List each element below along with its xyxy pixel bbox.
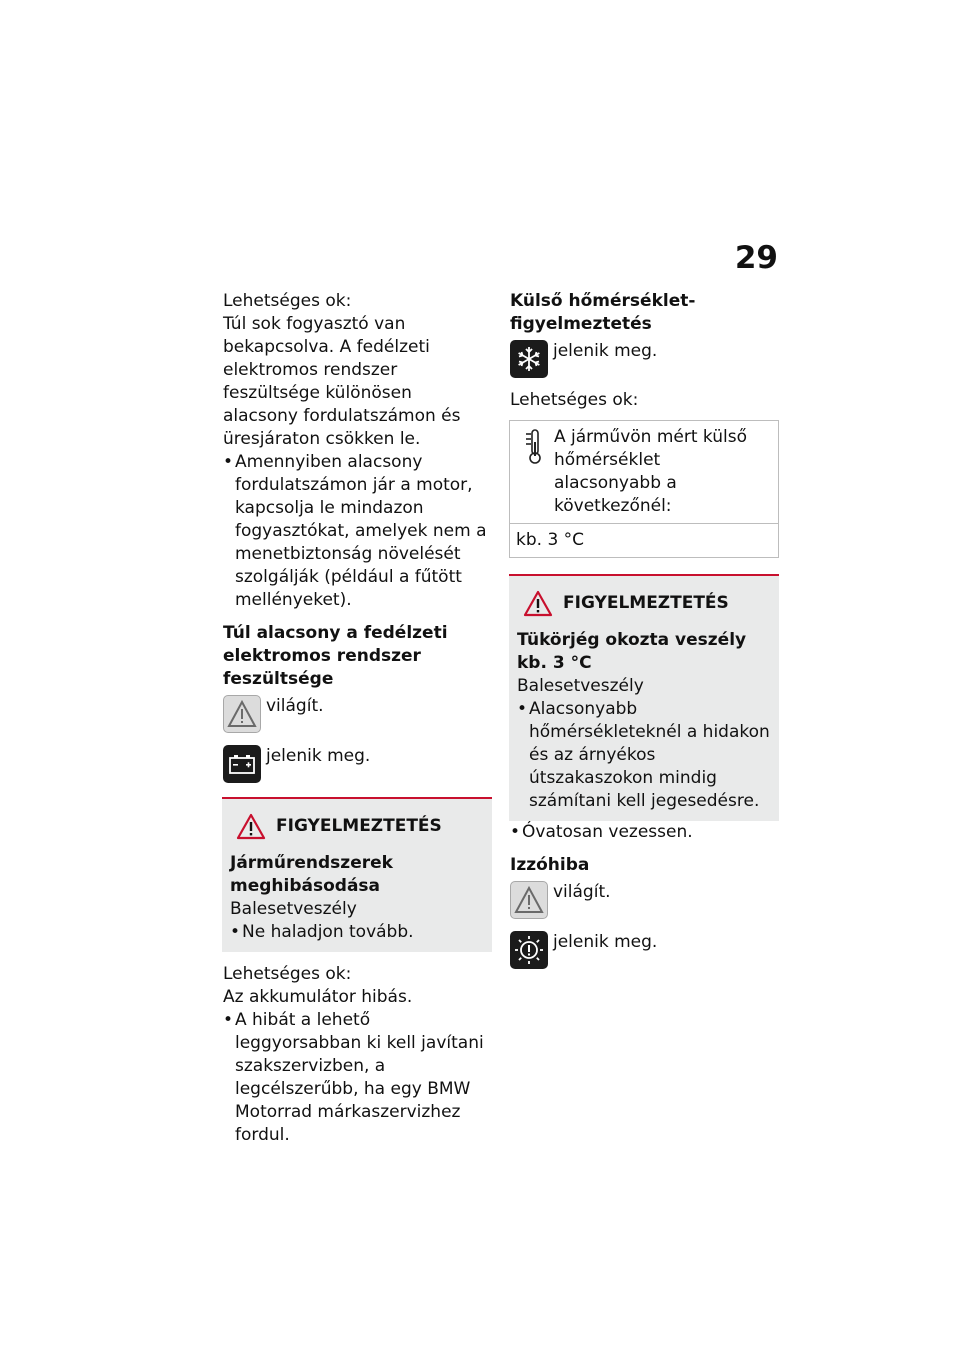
list-item: • Ne haladjon tovább.: [230, 921, 484, 944]
cause-text: Túl sok fogyasztó van bekapcsolva. A fedélzeti elektromos rendszer feszültsége különösen alacsony fordulatszámon és üresjáraton csökken le.: [223, 314, 461, 449]
warning-title: [230, 813, 484, 840]
drive-bullets: [510, 821, 778, 844]
left-column: [223, 290, 491, 1147]
appears-row: [510, 340, 778, 378]
warning-heading: Járműrendszerek meghibásodása: [230, 853, 393, 896]
warning-title-text: FIGYELMEZTETÉS: [276, 816, 442, 836]
table-row: [510, 421, 778, 523]
section-heading: Külső hőmérséklet-figyelmeztetés: [510, 291, 696, 334]
info-table: [509, 420, 779, 558]
appears-text: jelenik meg.: [553, 341, 658, 361]
appears-text: jelenik meg.: [553, 932, 658, 952]
table-text: A járművön mért külső hőmérséklet alacsonyabb a következőnél:: [554, 427, 747, 516]
cause-label: Lehetséges ok:: [510, 390, 639, 410]
bulb-failure-icon: [510, 931, 548, 969]
cause-bullets: [223, 1009, 491, 1147]
warning-title-text: FIGYELMEZTETÉS: [563, 593, 729, 613]
cause-label: Lehetséges ok:: [223, 291, 352, 311]
section-heading: Izzóhiba: [510, 855, 590, 875]
list-item: • Óvatosan vezessen.: [510, 821, 778, 844]
thermometer-icon: [516, 426, 554, 470]
snowflake-icon: [510, 340, 548, 378]
warning-triangle-icon: [510, 881, 548, 919]
warning-box: [222, 797, 492, 952]
table-value: kb. 3 °C: [516, 530, 585, 550]
list-item: • Amennyiben alacsony fordulatszámon jár a motor, kapcsolja le mindazon fogyasztókat, amelyek nem a menetbiztonság növelését szolgálják (például a fűtött mellényeket).: [223, 451, 491, 612]
battery-icon: [223, 745, 261, 783]
appears-text: jelenik meg.: [266, 746, 371, 766]
warning-heading: Tükörjég okozta veszély kb. 3 °C: [517, 630, 747, 673]
lights-text: világít.: [553, 882, 611, 902]
cause-label: Lehetséges ok:: [223, 964, 352, 984]
warning-bullets: [517, 698, 771, 813]
cause-bullets: [223, 451, 491, 612]
lights-row: [223, 695, 491, 733]
cause-text: Az akkumulátor hibás.: [223, 987, 413, 1007]
table-row: [510, 523, 778, 557]
right-column: [510, 290, 778, 969]
warning-text: Balesetveszély: [230, 899, 357, 919]
list-item: • Alacsonyabb hőmérsékleteknél a hidakon és az árnyékos útszakaszokon mindig számítani kell jegesedésre.: [517, 698, 771, 813]
lights-text: világít.: [266, 696, 324, 716]
warning-triangle-icon: [236, 813, 266, 840]
appears-row: [223, 745, 491, 783]
warning-bullets: [230, 921, 484, 944]
appears-row: [510, 931, 778, 969]
warning-title: [517, 590, 771, 617]
warning-triangle-icon: [223, 695, 261, 733]
warning-text: Balesetveszély: [517, 676, 644, 696]
page-number: 29: [734, 240, 778, 276]
warning-triangle-icon: [523, 590, 553, 617]
warning-box: [509, 574, 779, 821]
section-heading: Túl alacsony a fedélzeti elektromos rendszer feszültsége: [223, 623, 448, 689]
list-item: • A hibát a lehető leggyorsabban ki kell javítani szakszervizben, a legcélszerűbb, ha egy BMW Motorrad márkaszervizhez fordul.: [223, 1009, 491, 1147]
lights-row: [510, 881, 778, 919]
